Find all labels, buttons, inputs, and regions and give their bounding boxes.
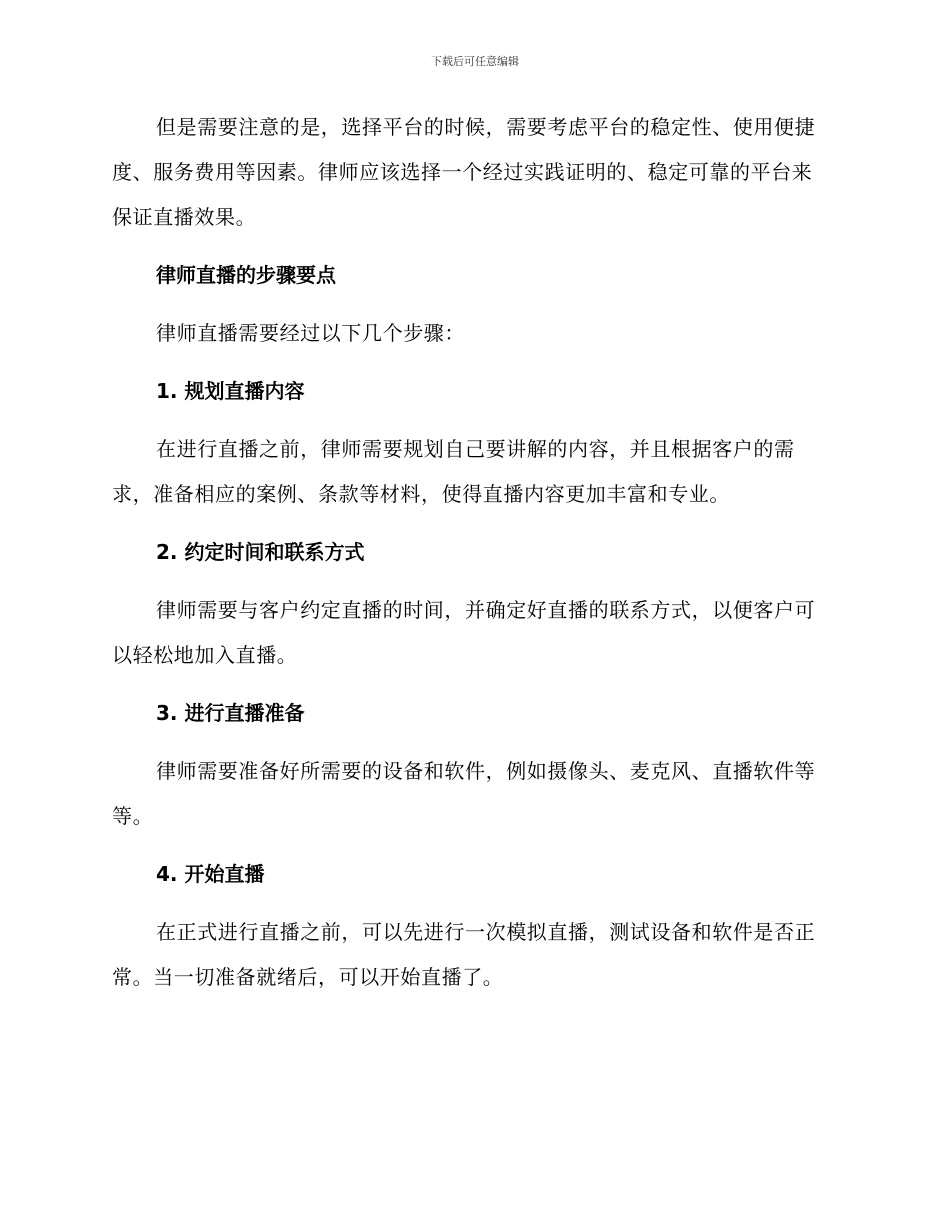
paragraph-step-3: 律师需要准备好所需要的设备和软件，例如摄像头、麦克风、直播软件等等。 (112, 759, 816, 828)
paragraph-step-4: 在正式进行直播之前，可以先进行一次模拟直播，测试设备和软件是否正常。当一切准备就绪后，可以开始直播了。 (112, 920, 816, 989)
section-heading-steps: 律师直播的步骤要点 (156, 263, 336, 287)
page-header: 下载后可任意编辑 (431, 55, 519, 68)
paragraph-step-2: 律师需要与客户约定直播的时间，并确定好直播的联系方式，以便客户可以轻松地加入直播。 (112, 598, 816, 667)
step-heading-2: 2. 约定时间和联系方式 (156, 540, 365, 564)
paragraph-step-1: 在进行直播之前，律师需要规划自己要讲解的内容，并且根据客户的需求，准备相应的案例、条款等材料，使得直播内容更加丰富和专业。 (112, 437, 795, 506)
document-body (112, 105, 832, 1013)
paragraph-platform-considerations: 但是需要注意的是，选择平台的时候，需要考虑平台的稳定性、使用便捷度、服务费用等因素。律师应该选择一个经过实践证明的、稳定可靠的平台来保证直播效果。 (112, 115, 816, 229)
step-heading-4: 4. 开始直播 (156, 862, 265, 886)
step-heading-3: 3. 进行直播准备 (156, 701, 305, 725)
step-heading-1: 1. 规划直播内容 (156, 379, 305, 403)
paragraph-steps-intro: 律师直播需要经过以下几个步骤： (156, 321, 465, 345)
